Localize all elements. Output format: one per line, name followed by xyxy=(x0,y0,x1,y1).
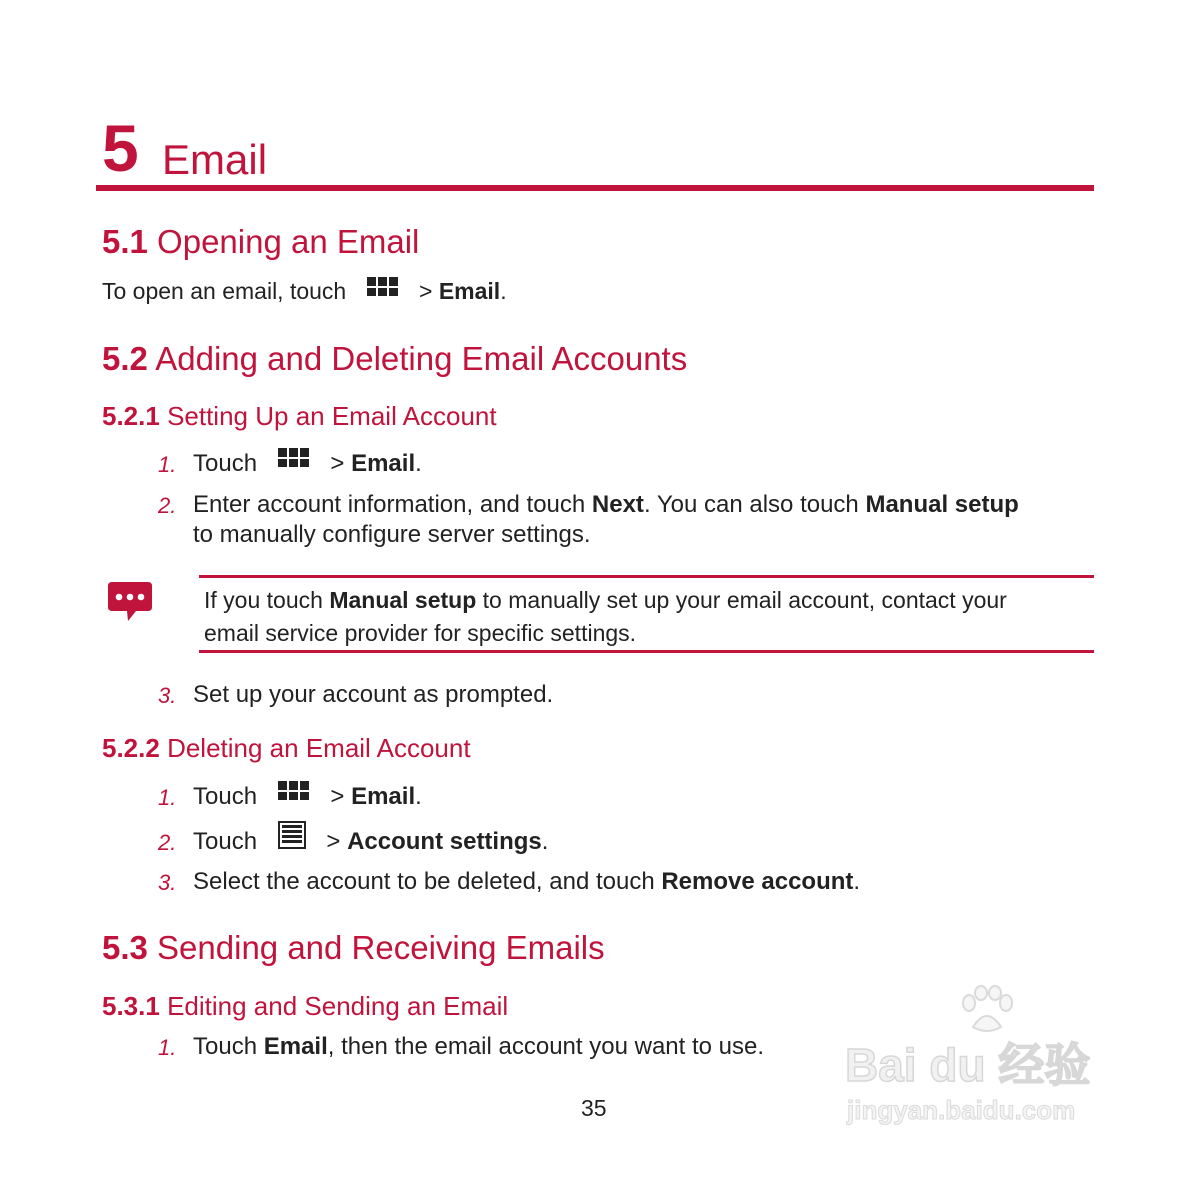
text-run: . xyxy=(415,450,422,477)
step-number: 1. xyxy=(158,785,177,810)
text-run: Touch xyxy=(193,828,258,855)
text-run: > xyxy=(326,828,341,855)
bold-term: Next xyxy=(591,491,644,518)
bold-term: Manual setup xyxy=(329,587,477,613)
section-number: 5.2.1 xyxy=(102,401,160,431)
bold-term: Email xyxy=(351,783,416,810)
apps-grid-icon xyxy=(278,781,310,803)
step-text xyxy=(193,1032,764,1062)
step-number: 1. xyxy=(158,452,177,477)
section-number: 5.2 xyxy=(102,340,148,377)
section-title: Setting Up an Email Account xyxy=(167,401,497,431)
step-text xyxy=(193,449,422,479)
text-run: . xyxy=(541,828,549,855)
watermark-brand: Bai du 经验 xyxy=(845,1039,1091,1091)
text-run: Touch xyxy=(193,450,258,477)
text-run: Select the account to be deleted, and touch xyxy=(193,868,662,895)
text-run: Touch xyxy=(193,783,258,810)
bold-term: Email xyxy=(351,450,416,477)
text-run: > xyxy=(330,450,345,477)
bold-term: Account settings xyxy=(347,828,542,855)
section-title: Sending and Receiving Emails xyxy=(157,929,605,966)
text-run: Touch xyxy=(193,1033,264,1060)
section-number: 5.3.1 xyxy=(102,991,160,1021)
step-text xyxy=(193,782,422,812)
section-5-1-text xyxy=(102,276,507,306)
step-number: 3. xyxy=(158,870,177,895)
text-run: . xyxy=(415,783,422,810)
note-text-continued: email service provider for specific settings. xyxy=(204,620,637,646)
text-run: , then the email account you want to use. xyxy=(327,1033,765,1060)
baidu-watermark xyxy=(845,985,1125,1145)
note-speech-bubble-icon xyxy=(106,580,154,624)
bold-term: Email xyxy=(438,278,501,304)
step-text-continued: to manually configure server settings. xyxy=(193,521,591,548)
step-text xyxy=(193,490,1019,520)
step-text: Set up your account as prompted. xyxy=(193,681,554,708)
section-title: Editing and Sending an Email xyxy=(167,991,509,1021)
note-bottom-rule xyxy=(199,650,1094,653)
apps-grid-icon xyxy=(278,448,310,470)
bold-term: Remove account xyxy=(661,868,854,895)
bold-term: Email xyxy=(263,1033,328,1060)
step-text xyxy=(193,867,860,897)
text-run: If you touch xyxy=(204,587,330,613)
step-number: 2. xyxy=(158,493,177,518)
text-run: To open an email, touch xyxy=(102,278,347,304)
bold-term: Manual setup xyxy=(865,491,1019,518)
section-number: 5.3 xyxy=(102,929,148,966)
apps-grid-icon xyxy=(367,276,399,298)
section-title: Opening an Email xyxy=(157,223,420,260)
text-run: > xyxy=(419,278,433,304)
section-5-2-heading xyxy=(102,339,687,379)
section-number: 5.1 xyxy=(102,223,148,260)
menu-icon xyxy=(278,821,306,851)
step-number: 1. xyxy=(158,1035,177,1060)
section-5-1-heading xyxy=(102,222,419,262)
chapter-number: 5 xyxy=(102,111,139,185)
chapter-title: Email xyxy=(162,136,268,183)
text-run: . xyxy=(500,278,507,304)
section-5-2-2-heading xyxy=(102,732,471,764)
section-5-3-heading xyxy=(102,928,605,968)
section-number: 5.2.2 xyxy=(102,733,160,763)
watermark-url: jingyan.baidu.com xyxy=(847,1095,1076,1125)
text-run: Enter account information, and touch xyxy=(193,491,592,518)
text-run: . xyxy=(853,868,861,895)
section-5-3-1-heading xyxy=(102,990,508,1022)
chapter-divider xyxy=(96,185,1094,191)
step-text xyxy=(193,827,548,858)
paw-icon xyxy=(957,985,1015,1035)
note-text xyxy=(204,584,1007,617)
section-5-2-1-heading xyxy=(102,400,497,432)
text-run: . You can also touch xyxy=(643,491,866,518)
text-run: to manually set up your email account, contact your xyxy=(476,587,1007,613)
text-run: > xyxy=(330,783,345,810)
section-title: Deleting an Email Account xyxy=(167,733,471,763)
page-number: 35 xyxy=(581,1095,607,1121)
step-number: 2. xyxy=(158,830,177,855)
note-top-rule xyxy=(199,575,1094,578)
step-number: 3. xyxy=(158,683,177,708)
section-title: Adding and Deleting Email Accounts xyxy=(155,340,688,377)
